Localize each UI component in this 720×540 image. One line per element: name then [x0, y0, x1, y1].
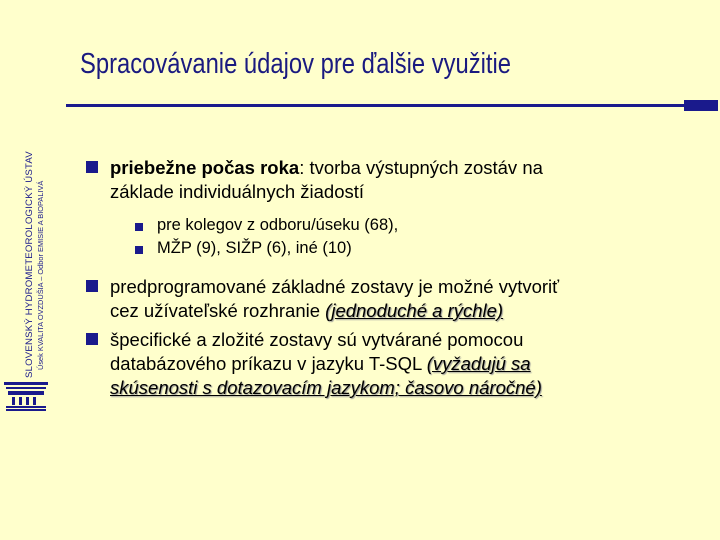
item3-line2-text: databázového príkazu v jazyku T-SQL [110, 353, 427, 374]
slide-title: Spracovávanie údajov pre ďalšie využitie [80, 48, 512, 80]
bullet-square-icon [86, 161, 98, 173]
title-underline-end [684, 100, 718, 111]
item3-emphasis-a: (vyžadujú sa [426, 353, 531, 374]
item3-line3 [110, 376, 542, 399]
item1-sub1: pre kolegov z odboru/úseku (68), [157, 216, 399, 234]
shmu-logo [2, 378, 50, 412]
item3-line1: špecifické a zložité zostavy sú vytvárané pomocou [110, 329, 524, 350]
item2-line1: predprogramované základné zostavy je možné vytvoriť [110, 276, 560, 297]
bullet-square-icon [86, 280, 98, 292]
item1-sub2: MŽP (9), SIŽP (6), iné (10) [157, 239, 352, 257]
item1-line1 [110, 156, 543, 179]
sub-bullet-icon [135, 246, 143, 254]
department-name: Úsek KVALITA OVZDUŠIA – Odbor EMISIE A BIOPALIVÁ [36, 180, 45, 370]
item2-line2-text: cez užívateľské rozhranie [110, 300, 326, 321]
institute-name: SLOVENSKÝ HYDROMETEOROLOGICKÝ ÚSTAV [24, 151, 35, 378]
sub-bullet-icon [135, 223, 143, 231]
item1-rest: : tvorba výstupných zostáv na [299, 157, 543, 178]
item2-line2 [110, 299, 503, 322]
item1-line2: základe individuálnych žiadostí [110, 181, 365, 202]
item2-emphasis: (jednoduché a rýchle) [325, 300, 504, 321]
item3-line2 [110, 352, 531, 375]
item3-emphasis-b: skúsenosti s dotazovacím jazykom; časovo náročné) [110, 377, 542, 398]
bullet-square-icon [86, 333, 98, 345]
item1-lead: priebežne počas roka [110, 157, 300, 178]
title-underline [66, 104, 684, 107]
